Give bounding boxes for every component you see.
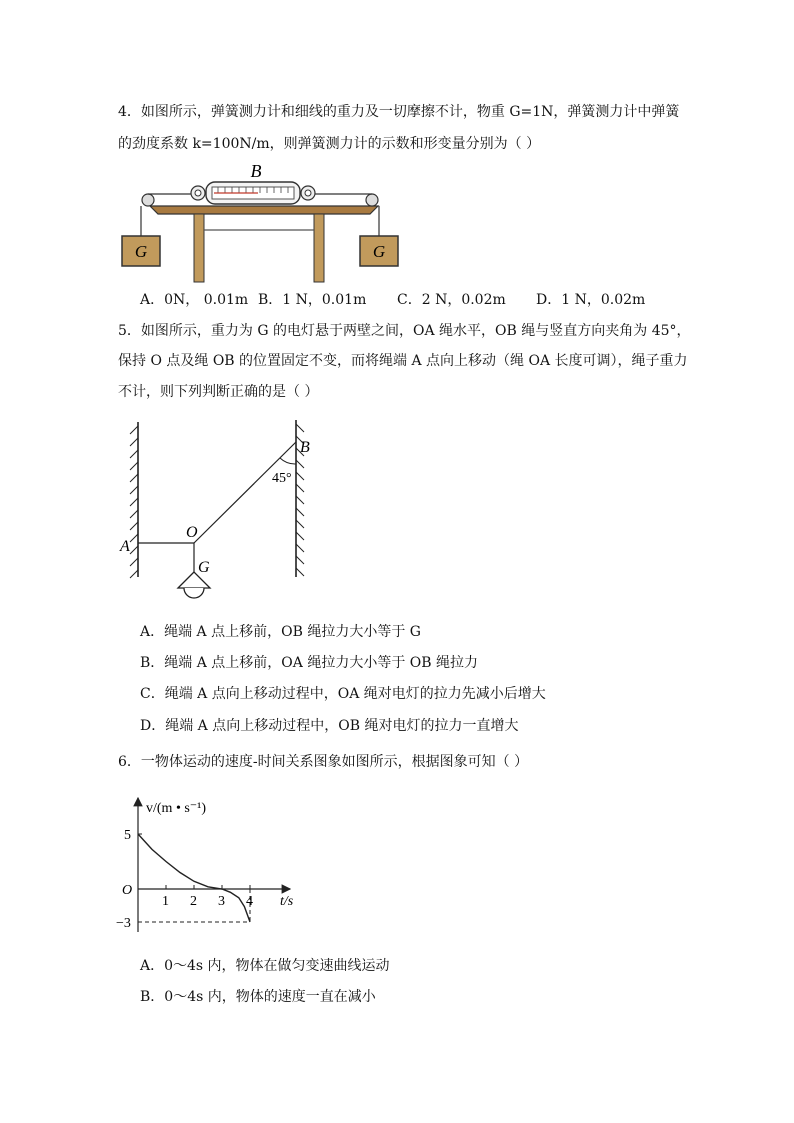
label-g: G (198, 559, 210, 576)
q4-options (140, 289, 660, 309)
q5-option-a: A．绳端 A 点上移前，OB 绳拉力大小等于 G (140, 624, 421, 640)
q4-option-c: C．2 N，0.02m (397, 292, 506, 308)
q5-stem-line1: 5．如图所示，重力为 G 的电灯悬于两壁之间，OA 绳水平，OB 绳与竖直方向夹角为 45°， (118, 323, 691, 339)
table-top (150, 206, 378, 214)
table-leg-left (194, 214, 204, 282)
y-tick-label-top: 5 (124, 828, 131, 843)
x-axis-label: t/s (280, 894, 294, 909)
q6-option-b: B．0～4s 内，物体的速度一直在减小 (140, 989, 376, 1005)
x-tick-label-1: 1 (162, 894, 169, 909)
label-o: O (186, 524, 198, 541)
right-pulley (366, 194, 378, 206)
x-tick-label-3: 3 (218, 894, 225, 909)
vt-chart (110, 790, 320, 940)
q5-figure (118, 412, 328, 612)
label-b: B (300, 439, 310, 456)
q4-figure (118, 160, 418, 285)
origin-label: O (122, 883, 133, 898)
q4-option-a: A．0N， 0.01m (140, 292, 249, 308)
q5-stem-line3: 不计，则下列判断正确的是（ ） (118, 384, 319, 400)
x-tick-label-2: 2 (190, 894, 197, 909)
q4-option-d: D．1 N，0.02m (536, 292, 646, 308)
q4-stem-line1: 4．如图所示，弹簧测力计和细线的重力及一切摩擦不计，物重 G=1N，弹簧测力计中弹簧 (118, 104, 680, 120)
q5-option-d: D．绳端 A 点向上移动过程中，OB 绳对电灯的拉力一直增大 (140, 718, 519, 734)
q5-stem-line2: 保持 O 点及绳 OB 的位置固定不变，而将绳端 A 点向上移动（绳 OA 长度可调），绳子重力 (118, 353, 688, 369)
q6-stem-line1: 6．一物体运动的速度-时间关系图象如图所示，根据图象可知（ ） (118, 754, 529, 770)
x-tick-label-4: 4 (246, 894, 253, 909)
q4-stem-line2: 的劲度系数 k=100N/m，则弹簧测力计的示数和形变量分别为（ ） (118, 136, 541, 152)
y-tick-label-bottom: −3 (116, 916, 131, 931)
scale-label-b: B (250, 161, 262, 181)
table-leg-right (314, 214, 324, 282)
left-wall-hatching (130, 426, 138, 578)
q4-option-b: B．1 N，0.01m (258, 292, 367, 308)
q6-option-a: A．0～4s 内，物体在做匀变速曲线运动 (140, 958, 390, 974)
angle-arc (280, 458, 296, 464)
right-weight-label: G (372, 242, 386, 261)
q5-option-c: C．绳端 A 点向上移动过程中，OA 绳对电灯的拉力先减小后增大 (140, 686, 546, 702)
lamp-bulb (184, 588, 204, 598)
left-weight-label: G (134, 242, 148, 261)
label-a: A (120, 538, 130, 555)
q5-option-b: B．绳端 A 点上移前，OA 绳拉力大小等于 OB 绳拉力 (140, 655, 479, 671)
y-axis-label: v/(m • s⁻¹) (146, 801, 207, 816)
label-angle: 45° (272, 471, 292, 486)
left-pulley (142, 194, 154, 206)
rope-ob (194, 442, 296, 543)
